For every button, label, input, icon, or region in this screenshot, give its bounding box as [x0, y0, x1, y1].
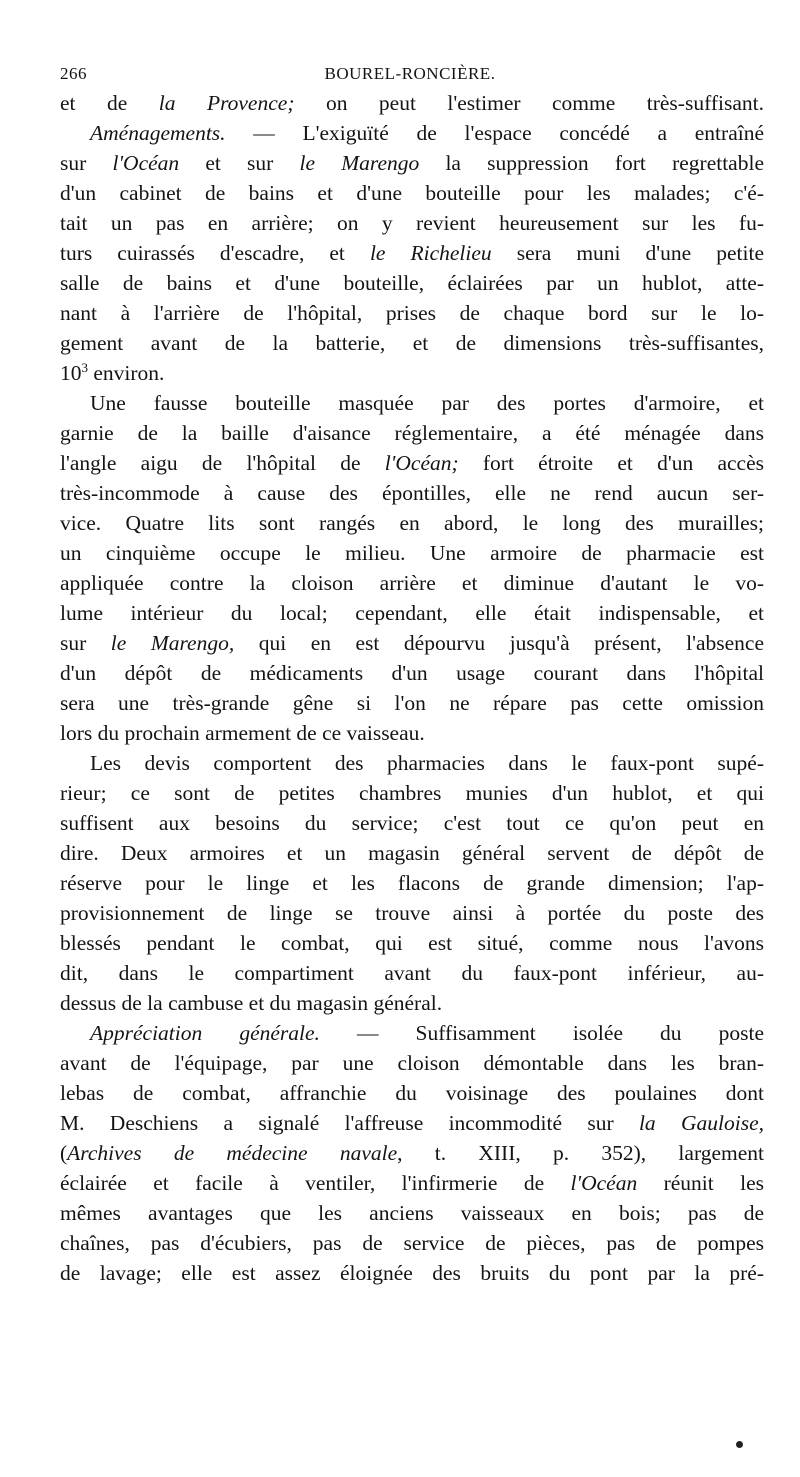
text-run: garnie de la baille d'aisance réglementaire, a été ménagée dans	[60, 421, 764, 445]
text-run: tait un pas en arrière; on y revient heureusement sur les fu-	[60, 211, 764, 235]
italic-text: le Richelieu	[369, 241, 492, 265]
running-head: BOUREL-RONCIÈRE.	[324, 64, 496, 83]
text-run: on peut l'estimer comme très-suffisant.	[294, 91, 764, 115]
body-text	[60, 88, 764, 1288]
text-run: l'angle aigu de l'hôpital de	[60, 451, 385, 475]
text-run: d'un cabinet de bains et d'une bouteille pour les malades; c'é-	[60, 181, 764, 205]
text-run: blessés pendant le combat, qui est situé, comme nous l'avons	[60, 931, 764, 955]
text-run: d'un dépôt de médicaments d'un usage courant dans l'hôpital	[60, 661, 764, 685]
text-run: et sur	[179, 151, 300, 175]
text-run: la suppression fort regrettable	[419, 151, 764, 175]
text-run: et de	[60, 91, 159, 115]
text-run: M. Deschiens a signalé l'affreuse incommodité sur	[60, 1111, 639, 1135]
text-run: (	[60, 1141, 68, 1165]
text-run: mêmes avantages que les anciens vaisseaux en bois; pas de	[60, 1201, 764, 1225]
text-line	[60, 478, 764, 508]
text-line	[60, 658, 764, 688]
text-run: sera une très-grande gêne si l'on ne répare pas cette omission	[60, 691, 764, 715]
text-line	[60, 898, 764, 928]
italic-text: le Marengo	[299, 151, 420, 175]
text-run: provisionnement de linge se trouve ainsi à portée du poste des	[60, 901, 764, 925]
text-run: 10	[60, 361, 82, 385]
text-line	[60, 88, 764, 118]
text-run: sur	[60, 631, 111, 655]
text-run: lebas de combat, affranchie du voisinage des poulaines dont	[60, 1081, 764, 1105]
text-line	[60, 178, 764, 208]
text-run: un cinquième occupe le milieu. Une armoire de pharmacie est	[60, 541, 764, 565]
text-run: appliquée contre la cloison arrière et diminue d'autant le vo-	[60, 571, 764, 595]
superscript: 3	[81, 359, 88, 375]
text-run: gement avant de la batterie, et de dimensions très-suffisantes,	[60, 331, 764, 355]
text-line	[60, 1048, 764, 1078]
italic-text: Appréciation générale.	[90, 1021, 320, 1045]
text-line	[60, 868, 764, 898]
text-line	[60, 688, 764, 718]
text-line	[60, 538, 764, 568]
page-header	[60, 60, 760, 90]
text-line	[60, 1258, 764, 1288]
italic-text: la Gauloise,	[638, 1111, 764, 1135]
text-line	[60, 808, 764, 838]
text-run: salle de bains et d'une bouteille, éclairées par un hublot, atte-	[60, 271, 764, 295]
text-run: dit, dans le compartiment avant du faux-pont inférieur, au-	[60, 961, 764, 985]
text-line	[60, 268, 764, 298]
text-run: environ.	[88, 361, 165, 385]
text-line	[60, 448, 764, 478]
text-line	[60, 118, 764, 148]
text-line	[60, 508, 764, 538]
text-line	[60, 718, 764, 748]
text-run: réunit les	[637, 1171, 764, 1195]
text-run: turs cuirassés d'escadre, et	[60, 241, 370, 265]
text-line	[60, 1168, 764, 1198]
text-line	[60, 748, 764, 778]
italic-text: le Marengo,	[110, 631, 235, 655]
text-line	[60, 1108, 764, 1138]
text-line	[60, 1228, 764, 1258]
text-run: — L'exiguïté de l'espace concédé a entraîné	[225, 121, 764, 145]
text-line	[60, 598, 764, 628]
text-run: lume intérieur du local; cependant, elle était indispensable, et	[60, 601, 764, 625]
page-number: 266	[60, 64, 87, 83]
text-line	[60, 1078, 764, 1108]
text-line	[60, 358, 764, 388]
text-run: très-incommode à cause des épontilles, elle ne rend aucun ser-	[60, 481, 764, 505]
text-line	[60, 208, 764, 238]
text-run: sera muni d'une petite	[491, 241, 765, 265]
text-run: Une fausse bouteille masquée par des portes d'armoire, et	[90, 391, 764, 415]
text-run: nant à l'arrière de l'hôpital, prises de chaque bord sur le lo-	[60, 301, 764, 325]
italic-text: l'Océan	[570, 1171, 638, 1195]
text-line	[60, 1198, 764, 1228]
text-run: sur	[60, 151, 113, 175]
italic-text: l'Océan;	[384, 451, 459, 475]
text-line	[60, 298, 764, 328]
text-run: suffisent aux besoins du service; c'est tout ce qu'on peut en	[60, 811, 764, 835]
text-line	[60, 328, 764, 358]
text-line	[60, 628, 764, 658]
text-line	[60, 388, 764, 418]
italic-text: Archives de médecine navale	[67, 1141, 398, 1165]
italic-text: la Provence;	[158, 91, 295, 115]
text-line	[60, 778, 764, 808]
text-run: lors du prochain armement de ce vaisseau.	[60, 721, 425, 745]
text-run: qui en est dépourvu jusqu'à présent, l'absence	[234, 631, 764, 655]
text-run: — Suffisamment isolée du poste	[319, 1021, 764, 1045]
text-run: chaînes, pas d'écubiers, pas de service de pièces, pas de pompes	[60, 1231, 764, 1255]
text-run: , t. XIII, p. 352), largement	[397, 1141, 764, 1165]
text-line	[60, 988, 764, 1018]
ink-dot	[736, 1441, 743, 1448]
text-line	[60, 418, 764, 448]
text-run: fort étroite et d'un accès	[458, 451, 764, 475]
text-run: dire. Deux armoires et un magasin général servent de dépôt de	[60, 841, 764, 865]
text-run: éclairée et facile à ventiler, l'infirmerie de	[60, 1171, 571, 1195]
text-line	[60, 1018, 764, 1048]
text-line	[60, 838, 764, 868]
text-run: réserve pour le linge et les flacons de grande dimension; l'ap-	[60, 871, 764, 895]
text-run: avant de l'équipage, par une cloison démontable dans les bran-	[60, 1051, 764, 1075]
text-line	[60, 958, 764, 988]
text-line	[60, 1138, 764, 1168]
text-line	[60, 568, 764, 598]
italic-text: Aménagements.	[90, 121, 226, 145]
text-line	[60, 148, 764, 178]
text-run: Les devis comportent des pharmacies dans le faux-pont supé-	[90, 751, 764, 775]
text-line	[60, 238, 764, 268]
text-line	[60, 928, 764, 958]
italic-text: l'Océan	[112, 151, 180, 175]
text-run: vice. Quatre lits sont rangés en abord, le long des murailles;	[60, 511, 764, 535]
text-run: de lavage; elle est assez éloignée des bruits du pont par la pré-	[60, 1261, 764, 1285]
text-run: dessus de la cambuse et du magasin général.	[60, 991, 443, 1015]
text-run: rieur; ce sont de petites chambres munies d'un hublot, et qui	[60, 781, 764, 805]
